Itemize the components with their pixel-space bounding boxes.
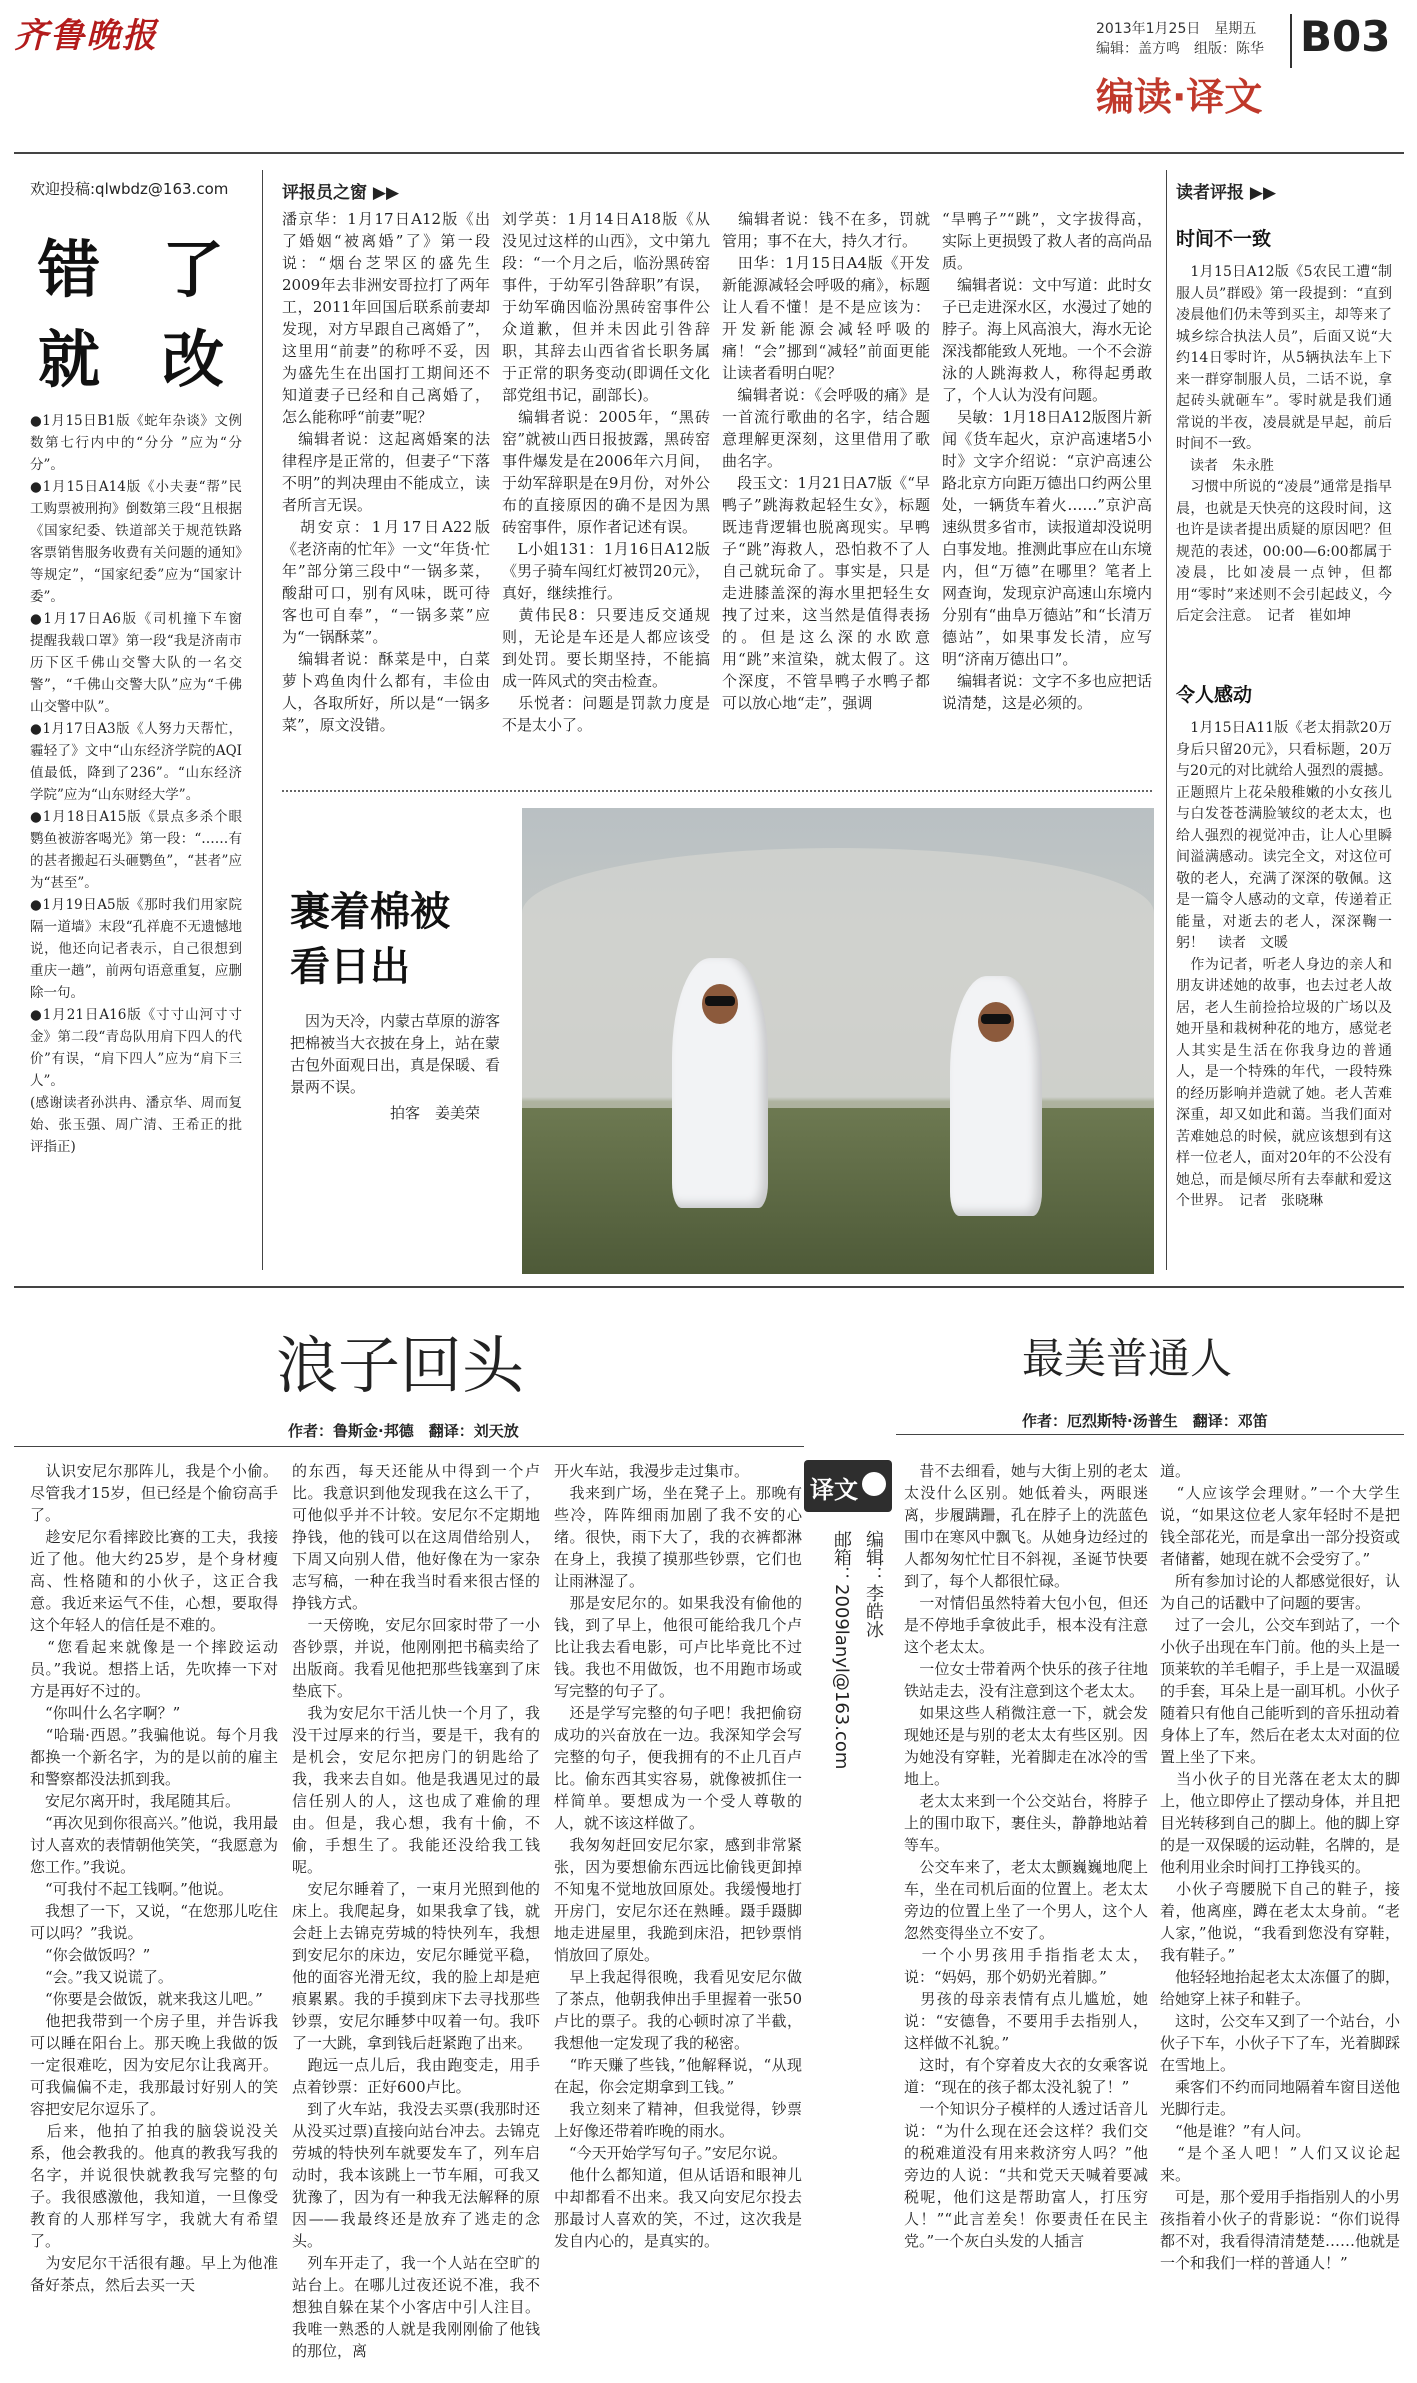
yurt-photo xyxy=(522,808,1154,1274)
story1-byline: 作者：鲁斯金·邦德 翻译：刘天放 xyxy=(288,1422,519,1440)
corrections-divider xyxy=(262,170,263,1270)
story2-title: 最美普通人 xyxy=(1022,1334,1233,1383)
reader-comment-title: 读者评报 ▶▶ xyxy=(1176,183,1277,203)
translation-logo-text: 译文 xyxy=(810,1476,858,1504)
issue-date: 2013年1月25日 星期五 xyxy=(1096,21,1257,37)
reader-article1-body: 1月15日A12版《5农民工遭“制服人员”群殴》第一段提到：“直到凌晨他们仍未等到买主，却等来了城乡综合执法人员”，后面又说“大约14日零时许，从5辆执法车上下来一群穿制服人员，二话不说，拿起砖头就砸车”。零时就是我们通常说的半夜，凌晨就是早起，前后时间不一致。 读者 朱永胜 习惯中所说的“凌晨”通常是指早晨，也就是天快亮的这段时间，这也许是读者提出质疑的原因吧？但规范的表述，00:00—6:00都属于凌晨，比如凌晨一点钟，但都用“零时”来述则不会引起歧义，今后定会注意。 记者 崔如坤 xyxy=(1176,264,1392,624)
editor-credit: 编辑：李皓冰 xyxy=(863,1530,884,1638)
newspaper-logo: 齐鲁晚报 xyxy=(14,16,158,56)
page-code: B03 xyxy=(1300,12,1391,61)
story1-col-3: 开火车站，我漫步走过集市。 我来到广场，坐在凳子上。那晚有些冷，阵阵细雨加剧了我不安的心绪。很快，雨下大了，我的衣裤都淋在身上，我摸了摸那些钞票，它们也让雨淋湿了。 那是安尼尔的。如果我没有偷他的钱，到了早上，他很可能给我几个卢比让我去看电影，可卢比毕竟比不过钱。我也不用做饭，也不用跑市场或写完整的句子了。 还是学写完整的句子吧！我把偷窃成功的兴奋放在一边。我深知学会写完整的句子，便我拥有的不止几百卢比。偷东西其实容易，就像被抓住一样简单。要想成为一个受人尊敬的人，就不该这样做了。 我匆匆赶回安尼尔家，感到非常紧张，因为要想偷东西远比偷钱更卸掉不知鬼不觉地放回原处。我缓慢地打开房门，安尼尔还在熟睡。蹑手蹑脚地走进屋里，我跪到床沿，把钞票悄悄放回了原处。 早上我起得很晚，我看见安尼尔做了茶点，他朝我伸出手里握着一张50卢比的票子。我的心顿时凉了半截，我想他一定发现了我的秘密。 “昨天赚了些钱，”他解释说，“从现在起，你会定期拿到工钱。” 我立刻来了精神，但我觉得，钞票上好像还带着昨晚的雨水。 “今天开始学写句子。”安尼尔说。 他什么都知道，但从话语和眼神儿中却都看不出来。我又向安尼尔投去那最讨人喜欢的笑，不过，这次我是发自内心的，是真实的。 xyxy=(554,1462,802,2250)
story2-col-2: 道。 “人应该学会理财。”一个大学生说，“如果这位老人家年轻时不是把钱全部花光，而是拿出一部分投资或者储蓄，她现在就不会受穷了。” 所有参加讨论的人都感觉很好，认为自己的话戳中了问题的要害。 过了一会儿，公交车到站了，一个小伙子出现在车门前。他的头上是一顶莱软的羊毛帽子，手上是一双温暖的手套，耳朵上是一副耳机。小伙子随着只有他自己能听到的音乐扭动着身体上了车，然后在老太太对面的位置上坐了下来。 当小伙子的目光落在老太太的脚上，他立即停止了摆动身体，并且把目光转移到自己的脚上。他的脚上穿的是一双保暖的运动鞋，名牌的，是他利用业余时间打工挣钱买的。 小伙子弯腰脱下自己的鞋子，接着，他离座，蹲在老太太身前。“老人家，”他说，“我看到您没有穿鞋，我有鞋子。” 他轻轻地抬起老太太冻僵了的脚，给她穿上袜子和鞋子。 这时，公交车又到了一个站台，小伙子下车，小伙子下了车，光着脚踩在雪地上。 乘客们不约而同地隔着车窗目送他光脚行走。 “他是谁？”有人问。 “是个圣人吧！”人们又议论起来。 可是，那个爱用手指指别人的小男孩指着小伙子的背影说：“你们说得都不对，我看得清清楚楚……他就是一个和我们一样的普通人！” xyxy=(1160,1462,1401,2272)
story2-byline: 作者：厄烈斯特·汤普生 翻译：邓笛 xyxy=(1022,1412,1268,1430)
story2-rule xyxy=(896,1434,1404,1435)
story1-col-2: 的东西，每天还能从中得到一个卢比。我意识到他发现我在这么干了，可他似乎并不计较。安尼尔不定期地挣钱，他的钱可以在这周借给别人，下周又向别人借，他好像在为一家杂志写稿，一种在我当时看来很古怪的挣钱方式。 一天傍晚，安尼尔回家时带了一小沓钞票，并说，他刚刚把书稿卖给了出版商。我看见他把那些钱塞到了床垫底下。 我为安尼尔干活儿快一个月了，我没干过厚来的行当，要是干，我有的是机会，安尼尔把房门的钥匙给了我，我来去自如。他是我遇见过的最信任别人的人，这也成了难偷的理由。但是，我心想，我有十偷，不偷，手想生了。我能还没给我工钱呢。 安尼尔睡着了，一束月光照到他的床上。我爬起身，如果我拿了钱，就会赶上去锦克劳城的特快列车，我想到安尼尔的床边，安尼尔睡觉平稳，他的面容光滑无纹，我的脸上却是疤痕累累。我的手摸到床下去寻找那些钞票，安尼尔睡梦中叹着一句。我吓了一大跳，拿到钱后赶紧跑了出来。 跑远一点儿后，我由跑变走，用手点着钞票：正好600卢比。 到了火车站，我没去买票(我那时还从没买过票)直接向站台冲去。去锦克劳城的特快列车就要发车了，列车启动时，我本该跳上一节车厢，可我又犹豫了，因为有一种我无法解释的原因——我最终还是放弃了逃走的念头。 列车开走了，我一个人站在空旷的站台上。在哪儿过夜还说不准，我不想独自躲在某个小客店中引人注目。我唯一熟悉的人就是我刚刚偷了他钱的那位，离 xyxy=(292,1462,540,2360)
photo-title-line2: 看日出 xyxy=(290,944,410,990)
corrections-body: ●1月15日B1版《蛇年杂谈》文例数第七行内中的“分分 ”应为“分分”。 ●1月15日A14版《小夫妻“帮”民工购票被刑拘》倒数第三段“且根据《国家纪委、铁道部关于规范铁路客票销售服务收费有关问题的通知》等规定”，“国家纪委”应为“国家计委”。 ●1月17日A6版《司机撞下车窗 提醒我载口罩》第一段“我是济南市历下区千佛山交警大队的一名交警”，“千佛山交警大队”应为“千佛山交警中队”。 ●1月17日A3版《人努力天帮忙，霾轻了》文中“山东经济学院的AQI值最低，降到了236”。“山东经济学院”应为“山东财经大学”。 ●1月18日A15版《景点多杀个眼鹦鱼被游客喝光》第一段：“……有的甚者搬起石头砸鹦鱼”，“甚者”应为“甚至”。 ●1月19日A5版《那时我们用家院隔一道墙》末段“孔祥鹿不无遗憾地说，他还向记者表示，自己很想到重庆一趟”，前两句语意重复，应删除一句。 ●1月21日A16版《寸寸山河寸寸金》第二段“青岛队用肩下四人的代价”有误，“肩下四人”应为“肩下三人”。 (感谢读者孙洪冉、潘京华、周而复始、张玉强、周广清、王希正的批评指正) xyxy=(30,413,242,1155)
review-col-2: 刘学英：1月14日A18版《从没见过这样的山西》，文中第九段：“一个月之后，临汾黑砖窑事件，于幼军引咎辞职”有误，于幼军确因临汾黑砖窑事件公众道歉，但并未因此引咎辞职，其辞去山西省省长职务属于正常的职务变动(即调任文化部党组书记，副部长)。 编辑者说：2005年，“黑砖窑”就被山西日报披露，黑砖窑事件爆发是在2006年六月间，于幼军辞职是在9月份，对外公布的直接原因的确不是因为黑砖窑事件，原作者记述有误。 L小姐131：1月16日A12版《男子骑车闯红灯被罚20元》，真好，继续推行。 黄伟民8：只要违反交通规则，无论是车还是人都应该受到处罚。要长期坚持，不能搞成一阵风式的突击检查。 乐悦者：问题是罚款力度是不是太小了。 xyxy=(502,210,710,734)
review-col-3: 编辑者说：钱不在多，罚就管用；事不在大，持久才行。 田华：1月15日A4版《开发新能源减轻会呼吸的痛》，标题让人看不懂！是不是应该为：开发新能源会减轻呼吸的痛！“会”挪到“减轻”前面更能让读者看明白呢？ 编辑者说：《会呼吸的痛》是一首流行歌曲的名字，结合题意理解更深刻，这里借用了歌曲名字。 段玉文：1月21日A7版《“早鸭子”跳海救起轻生女》，标题既违背逻辑也脱离现实。早鸭子“跳”海救人，恐怕救不了人自己就玩命了。事实是，只是走进膝盖深的海水里把轻生女拽了过来，这当然是值得表扬的。但是这么深的水欧意用“跳”来渲染，就太假了。这个深度，不管旱鸭子水鸭子都可以放心地“走”，强调 xyxy=(722,210,930,712)
person-right xyxy=(950,976,1042,1216)
editor-email: 邮箱：2009lanyl@163.com xyxy=(831,1530,852,1770)
page-section: 编读·译文 xyxy=(1096,75,1263,119)
apple-icon xyxy=(862,1472,886,1496)
photo-credit: 拍客 姜美荣 xyxy=(390,1104,481,1122)
editorial-box xyxy=(804,1460,894,2000)
review-title: 评报员之窗 ▶▶ xyxy=(282,183,400,203)
reader-article2-title: 令人感动 xyxy=(1176,684,1253,706)
story1-col-1: 认识安尼尔那阵儿，我是个小偷。尽管我才15岁，但已经是个偷窃高手了。 趁安尼尔看摔跤比赛的工夫，我接近了他。他大约25岁，是个身材瘦高、性格随和的小伙子，这正合我意。我近来运气不佳，心想，要取得这个年轻人的信任是不难的。 “您看起来就像是一个摔跤运动员。”我说。想搭上话，先吹捧一下对方是再好不过的。 “你叫什么名字啊？” “哈瑞·西恩。”我骗他说。每个月我都换一个新名字，为的是以前的雇主和警察都没法抓到我。 安尼尔离开时，我尾随其后。 “再次见到你很高兴。”他说，我用最讨人喜欢的表情朝他笑笑，“我愿意为您工作。”我说。 “可我付不起工钱啊。”他说。 我想了一下，又说，“在您那儿吃住可以吗？”我说。 “你会做饭吗？” “会。”我又说谎了。 “你要是会做饭，就来我这儿吧。” 他把我带到一个房子里，并告诉我可以睡在阳台上。那天晚上我做的饭一定很难吃，因为安尼尔让我离开。可我偏偏不走，我那最讨好别人的笑容把安尼尔逗乐了。 后来，他拍了拍我的脑袋说没关系，他会教我的。他真的教我写我的名字，并说很快就教我写完整的句子。我很感激他，我知道，一旦像受教育的人那样写字，我就大有希望了。 为安尼尔干活很有趣。早上为他准备好茶点，然后去买一天 xyxy=(30,1462,278,2294)
photo-caption: 因为天冷，内蒙古草原的游客把棉被当大衣披在身上，站在蒙古包外面观日出，真是保暖、看景两不误。 xyxy=(290,1012,501,1096)
story2-col-1: 昔不去细看，她与大街上别的老太太没什么区别。她低着头，两眼迷离，步履蹒跚，孔在脖子上的洗蓝色围巾在寒风中飘飞。从她身边经过的人都匆匆忙忙目不斜视，圣诞节快要到了，每个人都很忙碌。 一对情侣虽然特着大包小包，但还是不停地手拿彼此手，根本没有注意这个老太太。 一位女士带着两个快乐的孩子往地铁站走去，没有注意到这个老太太。 如果这些人稍微注意一下，就会发现她还是与别的老太太有些区别。因为她没有穿鞋，光着脚走在冰冷的雪地上。 老太太来到一个公交站台，将脖子上的围巾取下，裹住头，静静地站着等车。 公交车来了，老太太颤巍巍地爬上车，坐在司机后面的位置上。老太太旁边的位置上坐了一个男人，这个人忽然变得坐立不安了。 一个小男孩用手指指老太太，说：“妈妈，那个奶奶光着脚。” 男孩的母亲表情有点儿尴尬，她说：“安德鲁，不要用手去指别人，这样做不礼貌。” 这时，有个穿着皮大衣的女乘客说道：“现在的孩子都太没礼貌了！” 一个知识分子模样的人透过话音儿说：“为什么现在还会这样？我们交的税难道没有用来救济穷人吗？”他旁边的人说：“共和党天天喊着要减税呢，他们这是帮助富人，打压穷人！”“此言差矣！你要责任在民主党。”一个灰白头发的人插言 xyxy=(904,1462,1148,2250)
reader-article2-body: 1月15日A11版《老太捐款20万 身后只留20元》，只看标题，20万与20元的对比就给人强烈的震撼。正题照片上花朵般稚嫩的小女孩儿与白发苍苍满脸皱纹的老太太，也给人强烈的视觉冲击，让人心里瞬间溢满感动。读完全文，对这位可敬的老人，充满了深深的敬佩。这是一篇令人感动的文章，传递着正能量，对逝去的老人，深深鞠一躬！ 读者 文暖 作为记者，听老人身边的亲人和朋友讲述她的故事，也去过老人故居，老人生前捡拾垃圾的广场以及她开垦和栽树种花的地方，感觉老人其实是生活在你我身边的普通人，是一个特殊的年代，一段特殊的经历影响并造就了她。老人苦难深重，却又如此和蔼。当我们面对苦难她总的时候，就应该想到有这样一位老人，面对20年的不公没有她总，而是倾尽所有去奉献和爱这个世界。 记者 张晓琳 xyxy=(1176,720,1392,1209)
reader-divider xyxy=(1166,170,1167,1270)
review-dotted-divider xyxy=(282,790,1152,792)
corrections-title-line1: 错 了 xyxy=(38,233,225,306)
header-divider xyxy=(1290,14,1292,68)
submission-email: 欢迎投稿:qlwbdz@163.com xyxy=(30,180,229,198)
header-rule xyxy=(14,152,1404,154)
translation-logo xyxy=(804,1460,892,1512)
story1-rule xyxy=(14,1446,804,1447)
person-left-head xyxy=(702,984,738,1024)
yurt-shape-icon xyxy=(522,848,1154,1108)
sunglasses-icon xyxy=(705,996,735,1006)
review-col-4: “旱鸭子”“跳”，文字拔得高，实际上更损毁了救人者的高尚品质。 编辑者说：文中写道：此时女子已走进深水区，水漫过了她的脖子。海上风高浪大，海水无论深浅都能致人死地。一个不会游泳的人跳海救人，称得起勇敢了，个人认为没有问题。 吴敏：1月18日A12版图片新闻《货车起火，京沪高速堵5小时》文字介绍说：“京沪高速公路北京方向距万德出口约两公里处，一辆货车着火……”京沪高速纵贯多省市，读报道却没说明白事发地。推测此事应在山东境内，但“万德”在哪里？笔者上网查询，发现京沪高速山东境内分别有“曲阜万德站”和“长清万德站”，如果事发长清，应写明“济南万德出口”。 编辑者说：文字不多也应把话说清楚，这是必须的。 xyxy=(942,210,1153,712)
story1-title: 浪子回头 xyxy=(276,1329,525,1402)
person-right-head xyxy=(978,1002,1014,1042)
corrections-title-line2: 就 改 xyxy=(38,323,225,396)
arrow-icon: ▶▶ xyxy=(367,183,400,203)
review-col-1: 潘京华：1月17日A12版《出了婚姻“被离婚”了》第一段说：“烟台芝罘区的盛先生2009年去非洲安哥拉打了两年工，2011年回国后联系前妻却发现，对方早跟自己离婚了”，这里用“前妻”的称呼不妥，因为盛先生在出国打工期间还不知道妻子已经和自己离婚了，怎么能称呼“前妻”呢？ 编辑者说：这起离婚案的法律程序是正常的，但妻子“下落不明”的判决理由不能成立，读者所言无误。 胡安京：1月17日A22版《老济南的忙年》一文“年货·忙年”部分第三段中“一锅多菜，酸甜可口，别有风味，既可待客也可自奉”，“一锅多菜”应为“一锅酥菜”。 编辑者说：酥菜是中，白菜萝卜鸡鱼肉什么都有，丰俭由人，各取所好，所以是“一锅多菜”，原文没错。 xyxy=(282,210,490,734)
arrow-icon: ▶▶ xyxy=(1244,183,1277,203)
reader-article1-title: 时间不一致 xyxy=(1176,228,1272,250)
page-editors: 编辑：盖方鸣 组版：陈华 xyxy=(1096,41,1264,57)
person-left xyxy=(672,958,768,1208)
mid-rule xyxy=(14,1286,1404,1288)
sunglasses-icon xyxy=(981,1014,1011,1024)
photo-title-line1: 裹着棉被 xyxy=(290,889,450,935)
